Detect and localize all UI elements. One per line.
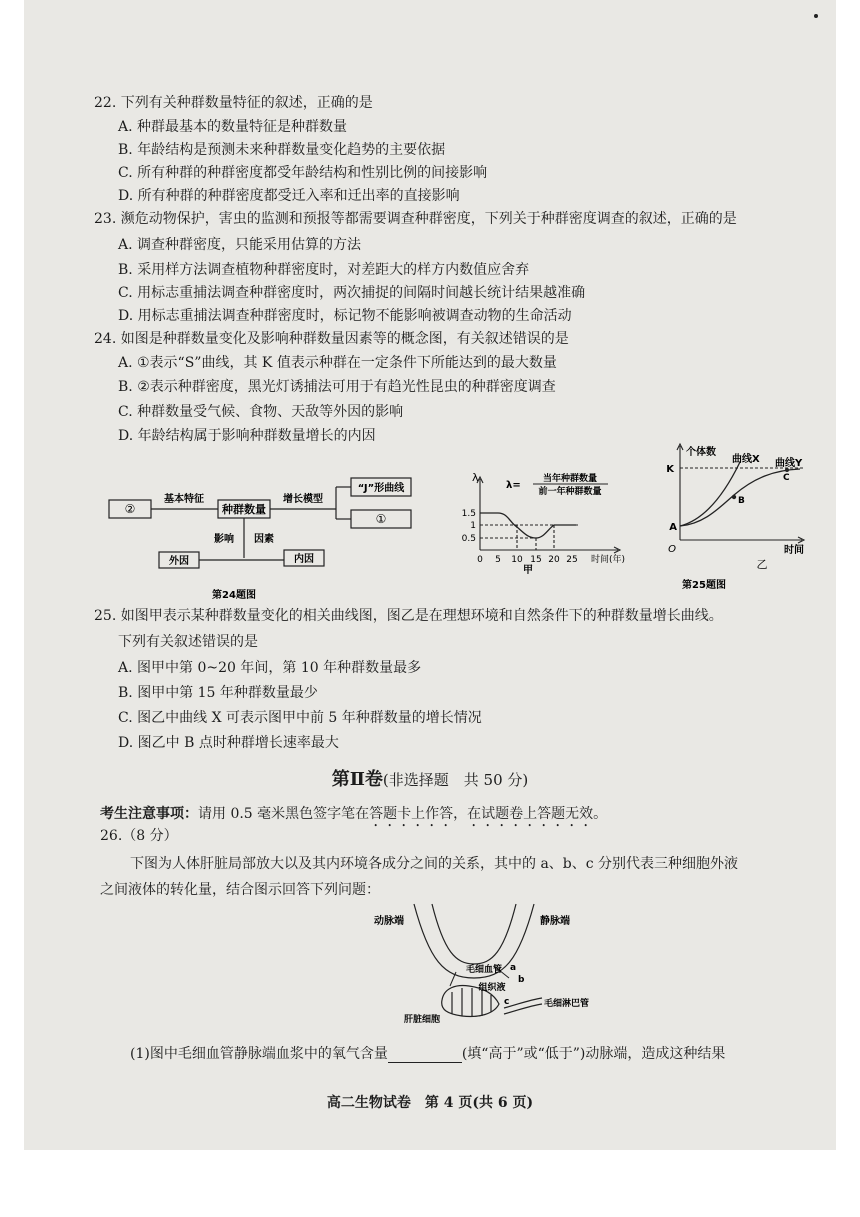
q25-option-a: A. 图甲中第 0~20 年间，第 10 年种群数量最多 (118, 660, 422, 676)
q24-stem: 24. 如图是种群数量变化及影响种群数量因素等的概念图，有关叙述错误的是 (94, 331, 569, 347)
figure-26-liver-diagram (344, 900, 644, 1030)
lymph-vessel (504, 998, 542, 1008)
figure-25-panel-a (458, 465, 648, 575)
q22-option-d: D. 所有种群的种群密度都受迁入率和迁出率的直接影响 (118, 188, 460, 204)
curve-x (680, 462, 740, 526)
origin-label: O (668, 544, 676, 555)
q26-intro-1: 下图为人体肝脏局部放大以及其内环境各成分之间的关系，其中的 a、b、c 分别代表三种细胞外液 (130, 856, 739, 872)
panel-a-label: 甲 (523, 565, 533, 575)
x-tick-20: 20 (548, 555, 560, 565)
label-basic-feature: 基本特征 (164, 494, 204, 505)
label-a: a (510, 963, 517, 973)
x-tick-0: 0 (477, 555, 483, 565)
q26-number: 26.（8 分） (100, 828, 178, 844)
label-box-1: ① (375, 512, 387, 526)
q26-intro-2: 之间液体的转化量，结合图示回答下列问题： (100, 882, 380, 898)
q23-stem: 23. 濒危动物保护，害虫的监测和预报等都需要调查种群密度，下列关于种群密度调查的叙述，正确的是 (94, 211, 737, 227)
formula-numerator: 当年种群数量 (542, 474, 598, 484)
notice-emphasis: 答题卡上作答，在试题卷上答题无效 (369, 806, 594, 822)
page-footer: 高二生物试卷 第 4 页(共 6 页) (326, 1095, 534, 1111)
section-2-heading (24, 765, 836, 791)
formula-lhs: λ= (506, 480, 521, 491)
lymph-label: 毛细淋巴管 (544, 999, 590, 1009)
vein-label: 静脉端 (540, 916, 570, 927)
q24-option-d: D. 年龄结构属于影响种群数量增长的内因 (118, 428, 376, 444)
notice-post: 。 (593, 806, 608, 822)
q26-part-1 (130, 1045, 725, 1063)
caption-24: 第24题图 (212, 590, 256, 600)
q25-stem-2: 下列有关叙述错误的是 (118, 634, 258, 650)
label-external: 外因 (169, 556, 189, 567)
capillary-inner (432, 904, 516, 964)
answer-blank[interactable] (388, 1048, 462, 1063)
point-a-label: A (669, 522, 677, 533)
curve-x-label: 曲线X (732, 454, 760, 465)
y-tick-1-5: 1.5 (461, 509, 476, 519)
point-c-label: C (783, 473, 790, 483)
artery-label: 动脉端 (374, 916, 404, 927)
q24-option-c: C. 种群数量受气候、食物、天敌等外因的影响 (118, 404, 404, 420)
y-tick-0-5: 0.5 (461, 534, 476, 544)
x-tick-10: 10 (511, 555, 523, 565)
y-label-b: 个体数 (686, 447, 716, 458)
capillary-label: 毛细血管 (465, 965, 503, 975)
label-internal: 内因 (294, 554, 314, 565)
q26-part-1-pre: (1)图中毛细血管静脉端血浆中的氧气含量 (130, 1046, 388, 1062)
notice-label: 考生注意事项： (100, 806, 198, 822)
tissue-fluid-label: 组织液 (478, 983, 506, 993)
x-tick-5: 5 (495, 555, 501, 565)
k-label: K (666, 464, 674, 475)
y-tick-1: 1 (470, 521, 476, 531)
q22-option-c: C. 所有种群的种群密度都受年龄结构和性别比例的间接影响 (118, 165, 488, 181)
label-pop-size: 种群数量 (222, 503, 266, 516)
caption-25: 第25题图 (682, 580, 726, 590)
q26-part-1-post: (填“高于”或“低于”)动脉端，造成这种结果 (461, 1046, 726, 1062)
x-tick-15: 15 (530, 555, 542, 565)
q22-option-b: B. 年龄结构是预测未来种群数量变化趋势的主要依据 (118, 142, 446, 158)
liver-cell-label: 肝脏细胞 (403, 1015, 440, 1025)
panel-b-label: 乙 (756, 558, 768, 571)
q25-stem: 25. 如图甲表示某种群数量变化的相关曲线图，图乙是在理想环境和自然条件下的种群数量增长曲线。 (94, 608, 723, 624)
q25-option-d: D. 图乙中 B 点时种群增长速率最大 (118, 735, 339, 751)
curve-y-label: 曲线Y (775, 458, 803, 469)
ink-dot (814, 14, 818, 18)
figure-24-concept-map (104, 470, 454, 600)
label-factor: 因素 (254, 534, 274, 545)
notice-pre: 请用 0.5 毫米黑色签字笔在 (198, 806, 370, 822)
section-2-subtitle: (非选择题 共 50 分) (382, 771, 529, 789)
examinee-notice (100, 803, 607, 830)
q25-option-c: C. 图乙中曲线 X 可表示图甲中前 5 年种群数量的增长情况 (118, 710, 482, 726)
label-c: c (504, 997, 510, 1007)
x-tick-25: 25 (566, 555, 578, 565)
q22-stem: 22. 下列有关种群数量特征的叙述，正确的是 (94, 95, 373, 111)
point-b-label: B (738, 496, 745, 506)
q23-option-c: C. 用标志重捕法调查种群密度时，两次捕捉的间隔时间越长统计结果越准确 (118, 285, 586, 301)
q24-option-a: A. ①表示“S”曲线，其 K 值表示种群在一定条件下所能达到的最大数量 (118, 355, 557, 371)
x-label-b: 时间 (784, 545, 804, 556)
q23-option-d: D. 用标志重捕法调查种群密度时，标记物不能影响被调查动物的生命活动 (118, 308, 572, 324)
exam-page (24, 0, 836, 1150)
label-influence: 影响 (214, 534, 234, 545)
label-j-curve: “J”形曲线 (357, 483, 405, 494)
label-growth-model: 增长模型 (283, 494, 323, 505)
lambda-symbol: λ (472, 471, 479, 484)
q24-option-b: B. ②表示种群密度，黑光灯诱捕法可用于有趋光性昆虫的种群密度调查 (118, 379, 556, 395)
q23-option-a: A. 调查种群密度，只能采用估算的方法 (118, 237, 362, 253)
q23-option-b: B. 采用样方法调查植物种群密度时，对差距大的样方内数值应舍弃 (118, 262, 530, 278)
point-b (732, 495, 736, 499)
q25-option-b: B. 图甲中第 15 年种群数量最少 (118, 685, 318, 701)
formula-denominator: 前一年种群数量 (538, 487, 602, 497)
section-2-title: 第Ⅱ卷 (331, 769, 383, 790)
label-b: b (518, 975, 525, 985)
q22-option-a: A. 种群最基本的数量特征是种群数量 (118, 119, 348, 135)
x-unit-a: 时间(年) (590, 555, 626, 565)
figure-25-panel-b (644, 440, 824, 590)
label-box-2: ② (124, 502, 136, 516)
